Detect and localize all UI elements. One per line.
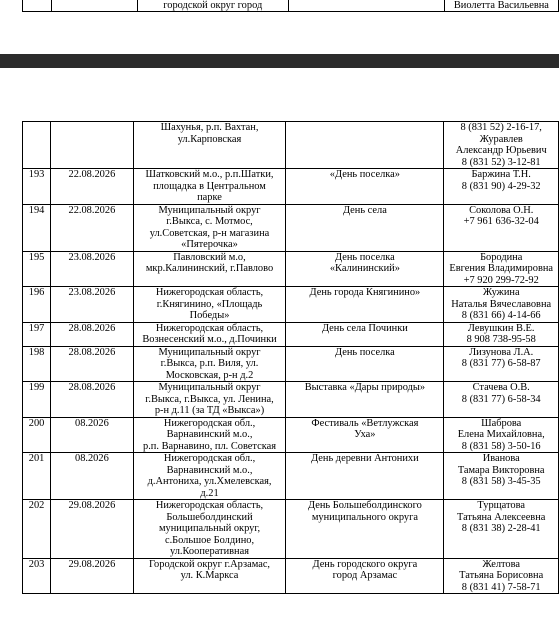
event-date: 28.08.2026: [51, 382, 134, 418]
event-location-line: Московская, р-н д.2: [165, 369, 254, 381]
event-location-line: Нижегородская область,: [155, 287, 264, 298]
event-name: [286, 417, 444, 453]
row-number: 199: [23, 382, 51, 418]
row-number: 193: [23, 169, 51, 205]
contact-info-line: Журавлев: [479, 133, 523, 145]
event-name: [286, 382, 444, 418]
event-location-line: Шахунья, р.п. Вахтан,: [160, 122, 259, 133]
event-location: [133, 287, 286, 323]
contact-info: [444, 204, 559, 251]
contact-info-line: +7 961 636-32-04: [463, 216, 539, 227]
event-location-line: Нижегородская обл.,: [163, 453, 256, 464]
event-date: 08.2026: [51, 453, 134, 500]
contact-info: [444, 122, 559, 169]
contact-info-line: Тамара Викторовна: [457, 464, 545, 476]
event-name-line: День села: [342, 204, 387, 216]
event-name: [286, 169, 444, 205]
contact-info-line: 8 (831 52) 3-12-81: [461, 156, 541, 168]
event-name: [286, 558, 444, 594]
contact-info-line: Татьяна Борисовна: [459, 570, 544, 581]
event-location-line: д.21: [200, 487, 219, 499]
contact-info-line: +7 920 299-72-92: [463, 274, 539, 286]
event-name-line: Фестиваль «Ветлужская: [311, 417, 419, 429]
contact-info: [444, 500, 559, 559]
events-table: [22, 121, 559, 594]
event-name-line: муниципального округа: [311, 511, 418, 523]
event-location-line: муниципальный округ,: [158, 523, 261, 534]
event-name: [286, 500, 444, 559]
contact-info-line: Татьяна Алексеевна: [457, 511, 546, 523]
event-location-line: с.Большое Болдино,: [164, 534, 255, 546]
event-date: 28.08.2026: [51, 346, 134, 382]
event-location-line: р.п. Варнавино, пл. Советская: [143, 440, 276, 452]
top-events-table: [22, 0, 559, 12]
event-location: [133, 122, 286, 169]
contact-info-line: 8 (831 58) 3-45-35: [461, 476, 541, 487]
event-location: [133, 346, 286, 382]
table-row: [23, 453, 559, 500]
contact-info: [444, 417, 559, 453]
contact-info-line: Соколова О.Н.: [469, 204, 534, 216]
contact-info: [444, 453, 559, 500]
event-name-line: Выставка «Дары природы»: [304, 382, 426, 393]
table-row: [23, 204, 559, 251]
event-name-line: День деревни Антонихи: [311, 453, 419, 464]
row-number: 203: [23, 558, 51, 594]
contact-info-line: Левушкин В.Е.: [467, 322, 535, 334]
row-number: 194: [23, 204, 51, 251]
contact-info-line: Виолетта Васильевна: [453, 0, 549, 11]
event-date: 22.08.2026: [51, 204, 134, 251]
contact-info: [444, 251, 559, 287]
contact-info: [444, 322, 559, 346]
event-location-line: г.Выкса, р.п. Виля, ул.: [160, 358, 259, 369]
event-location-line: р-н д.11 (за ТД «Выкса»): [154, 405, 265, 416]
contact-info: [444, 169, 559, 205]
event-date: 08.2026: [51, 417, 134, 453]
event-location: [133, 453, 286, 500]
event-location-line: Нижегородская область,: [155, 322, 264, 334]
contact-info-line: Баржина Т.Н.: [471, 169, 531, 180]
event-location: [133, 322, 286, 346]
event-name: [286, 251, 444, 287]
event-location-line: г.Княгинино, «Площадь: [156, 298, 263, 310]
event-location: [133, 417, 286, 453]
contact-info-line: Иванова: [482, 453, 520, 464]
event-name: [288, 0, 444, 12]
contact-info: [444, 382, 559, 418]
event-name: [286, 122, 444, 169]
event-location-line: Победы»: [189, 310, 230, 321]
event-location-line: Муниципальный округ: [158, 382, 261, 393]
event-location-line: ул.Карповская: [177, 133, 242, 145]
event-location-line: ул.Советская, р-н магазина: [149, 227, 270, 239]
event-location: [133, 251, 286, 287]
event-name-line: «День поселка»: [329, 169, 400, 180]
event-location-line: г.Выкса, г.Выкса, ул. Ленина,: [145, 393, 274, 405]
event-location-line: Павловский м.о,: [173, 251, 246, 263]
event-name-line: День поселка: [335, 251, 395, 263]
event-location-line: мкр.Калининский, г.Павлово: [145, 263, 274, 274]
event-location: [133, 204, 286, 251]
row-number: 196: [23, 287, 51, 323]
event-location-line: ул. К.Маркса: [180, 570, 239, 581]
contact-info-line: 8 (831 77) 6-58-87: [461, 358, 541, 369]
event-date: 28.08.2026: [51, 322, 134, 346]
event-location-line: городской округ город: [163, 0, 263, 11]
table-row: [23, 382, 559, 418]
table-row: [23, 346, 559, 382]
row-number: 197: [23, 322, 51, 346]
row-number: [23, 0, 52, 12]
event-location: [133, 382, 286, 418]
row-number: 195: [23, 251, 51, 287]
table-row: [23, 558, 559, 594]
event-name-line: День села Починки: [321, 322, 408, 334]
table-row: [23, 500, 559, 559]
event-name: [286, 346, 444, 382]
contact-info: [444, 287, 559, 323]
current-page: [0, 68, 559, 636]
contact-info-line: 8 (831 90) 4-29-32: [461, 180, 541, 192]
table-row: [23, 322, 559, 346]
event-location-line: Варнавинский м.о.,: [166, 429, 253, 440]
row-number: 200: [23, 417, 51, 453]
contact-info-line: Евгения Владимировна: [449, 263, 554, 274]
contact-info-line: 8 (831 58) 3-50-16: [461, 440, 541, 452]
event-name-line: День города Княгинино»: [309, 287, 421, 298]
contact-info-line: Шаброва: [481, 417, 522, 429]
event-name-line: День Большеболдинского: [308, 500, 422, 511]
event-location-line: Нижегородская область,: [155, 500, 264, 511]
event-location-line: Городской округ г.Арзамас,: [148, 558, 271, 570]
table-row: [23, 287, 559, 323]
contact-info-line: 8 (831 38) 2-28-41: [461, 523, 541, 534]
previous-page-fragment: [0, 0, 559, 52]
row-number: 202: [23, 500, 51, 559]
event-location: [137, 0, 288, 12]
event-date: [51, 0, 137, 12]
contact-info-line: 8 908 738-95-58: [466, 334, 536, 345]
table-row: [23, 0, 559, 12]
contact-info-line: Наталья Вячеславовна: [451, 298, 552, 310]
event-location: [133, 558, 286, 594]
event-location-line: ул.Кооперативная: [170, 546, 249, 557]
event-name: [286, 204, 444, 251]
event-name: [286, 453, 444, 500]
contact-info-line: Турщатова: [477, 500, 525, 511]
page-break-band: [0, 54, 559, 68]
event-date: 29.08.2026: [51, 500, 134, 559]
event-name: [286, 322, 444, 346]
event-date: 22.08.2026: [51, 169, 134, 205]
event-name-line: город Арзамас: [332, 570, 398, 581]
event-date: 23.08.2026: [51, 251, 134, 287]
row-number: [23, 122, 51, 169]
contact-info-line: Жужина: [482, 287, 520, 298]
event-location-line: д.Антониха, ул.Хмелевская,: [147, 476, 272, 487]
contact-info-line: Лизунова Л.А.: [469, 346, 534, 358]
contact-info-line: Елена Михайловна,: [457, 429, 545, 440]
event-location-line: Муниципальный округ: [158, 204, 261, 216]
contact-info-line: Стачева О.В.: [472, 382, 530, 393]
event-location-line: Шатковский м.о., р.п.Шатки,: [145, 169, 274, 180]
event-location: [133, 500, 286, 559]
event-location-line: парке: [197, 192, 222, 203]
event-name-line: День поселка: [335, 346, 395, 358]
row-number: 198: [23, 346, 51, 382]
event-date: 23.08.2026: [51, 287, 134, 323]
event-name-line: Уха»: [354, 429, 376, 440]
event-location: [133, 169, 286, 205]
event-date: 29.08.2026: [51, 558, 134, 594]
event-name-line: «Калининский»: [329, 263, 400, 274]
event-location-line: Большеболдинский: [166, 511, 253, 523]
table-row: [23, 122, 559, 169]
row-number: 201: [23, 453, 51, 500]
event-location-line: г.Выкса, с. Мотмос,: [166, 216, 253, 227]
event-location-line: площадка в Центральном: [153, 180, 266, 192]
event-name: [286, 287, 444, 323]
contact-info-line: 8 (831 41) 7-58-71: [461, 581, 541, 593]
contact-info: [444, 0, 558, 12]
table-row: [23, 417, 559, 453]
events-table-body: [23, 122, 559, 594]
event-date: [51, 122, 134, 169]
event-location-line: «Пятерочка»: [181, 239, 238, 250]
top-table-body: [23, 0, 559, 12]
contact-info-line: Желтова: [482, 558, 520, 570]
contact-info: [444, 346, 559, 382]
table-row: [23, 251, 559, 287]
contact-info-line: 8 (831 52) 2-16-17,: [460, 122, 542, 133]
contact-info-line: 8 (831 77) 6-58-34: [461, 393, 541, 405]
event-location-line: Варнавинский м.о.,: [166, 464, 253, 476]
contact-info-line: Бородина: [480, 251, 523, 263]
contact-info-line: Александр Юрьевич: [455, 145, 547, 156]
event-location-line: Вознесенский м.о., д.Починки: [142, 334, 277, 345]
contact-info: [444, 558, 559, 594]
event-location-line: Нижегородская обл.,: [163, 417, 256, 429]
event-location-line: Муниципальный округ: [158, 346, 261, 358]
event-name-line: День городского округа: [312, 558, 418, 570]
table-row: [23, 169, 559, 205]
contact-info-line: 8 (831 66) 4-14-66: [461, 310, 541, 321]
